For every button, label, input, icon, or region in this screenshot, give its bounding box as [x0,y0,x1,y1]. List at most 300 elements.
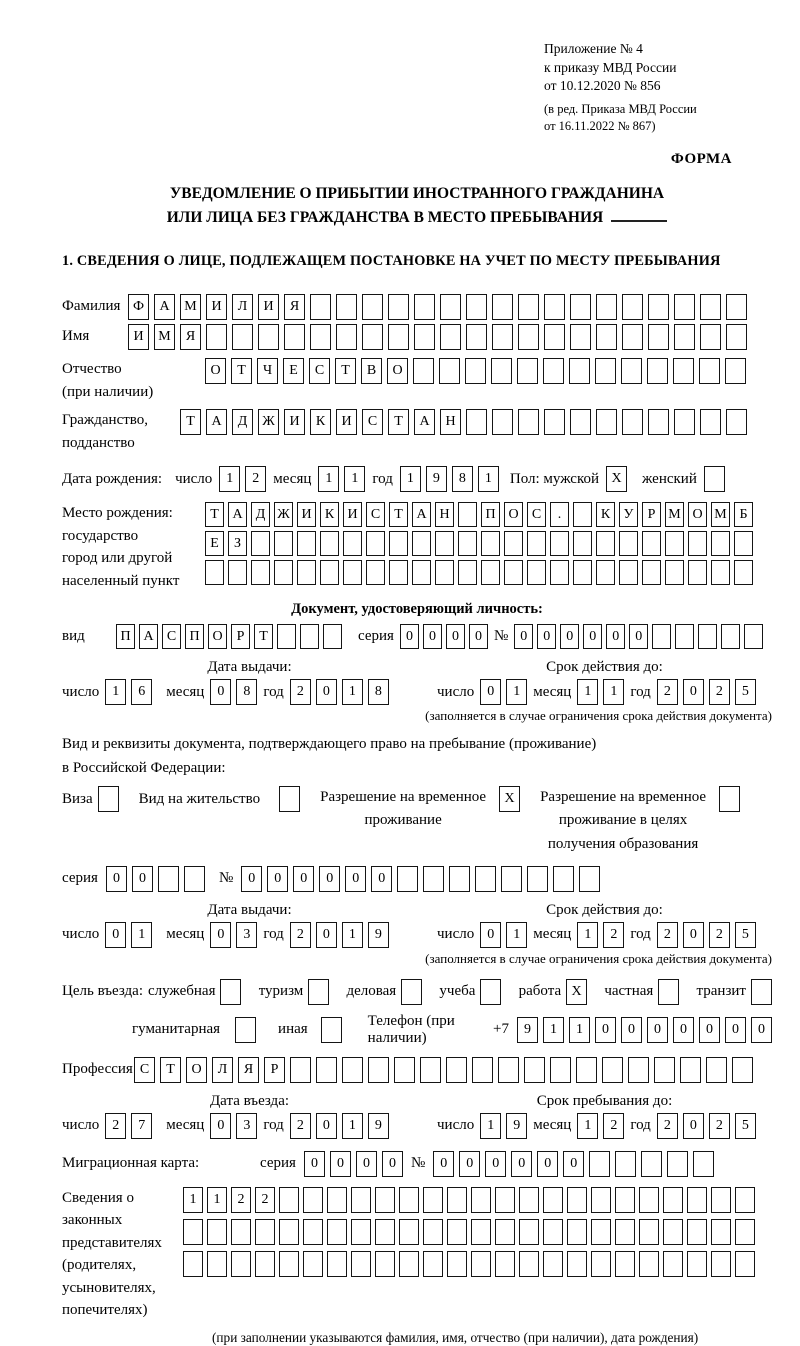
form-cell[interactable] [423,1187,443,1213]
form-cell[interactable] [573,502,592,527]
form-cell[interactable]: 9 [426,466,447,492]
form-cell[interactable] [687,1219,707,1245]
checkbox-transit[interactable] [751,979,772,1005]
form-cell[interactable] [711,560,730,585]
form-cell[interactable]: П [481,502,500,527]
checkbox-temp-permit[interactable]: X [499,786,520,812]
form-cell[interactable] [553,866,574,892]
form-cell[interactable] [573,560,592,585]
form-cell[interactable]: 1 [105,679,126,705]
form-cell[interactable]: 9 [368,922,389,948]
form-cell[interactable] [700,409,721,435]
form-cell[interactable]: 0 [725,1017,746,1043]
form-cell[interactable] [466,409,487,435]
form-cell[interactable]: О [205,358,226,384]
form-cell[interactable]: 5 [735,1113,756,1139]
form-cell[interactable]: 1 [342,1113,363,1139]
form-cell[interactable] [615,1251,635,1277]
form-cell[interactable] [734,531,753,556]
form-cell[interactable] [519,1219,539,1245]
form-cell[interactable]: 0 [382,1151,403,1177]
form-cell[interactable] [399,1251,419,1277]
form-cell[interactable] [343,531,362,556]
form-cell[interactable] [615,1219,635,1245]
form-cell[interactable] [639,1187,659,1213]
form-cell[interactable] [320,560,339,585]
form-cell[interactable] [595,358,616,384]
form-cell[interactable]: С [162,624,181,649]
form-cell[interactable] [688,531,707,556]
form-cell[interactable]: . [550,502,569,527]
form-cell[interactable] [251,560,270,585]
form-cell[interactable]: Т [180,409,201,435]
form-cell[interactable] [622,294,643,320]
form-cell[interactable] [550,1057,571,1083]
form-cell[interactable]: М [180,294,201,320]
form-cell[interactable] [518,409,539,435]
form-cell[interactable] [544,409,565,435]
form-cell[interactable] [492,409,513,435]
form-cell[interactable]: П [185,624,204,649]
form-cell[interactable]: М [665,502,684,527]
form-cell[interactable]: К [596,502,615,527]
form-cell[interactable] [258,324,279,350]
form-cell[interactable]: 5 [735,922,756,948]
form-cell[interactable] [642,531,661,556]
form-cell[interactable]: 2 [231,1187,251,1213]
form-cell[interactable]: 0 [480,679,501,705]
form-cell[interactable] [435,531,454,556]
checkbox-temp-permit-edu[interactable] [719,786,740,812]
form-cell[interactable] [327,1219,347,1245]
form-cell[interactable]: 0 [132,866,153,892]
form-cell[interactable]: 0 [511,1151,532,1177]
form-cell[interactable] [615,1187,635,1213]
form-cell[interactable] [207,1251,227,1277]
form-cell[interactable] [550,560,569,585]
form-cell[interactable] [300,624,319,649]
form-cell[interactable]: У [619,502,638,527]
form-cell[interactable] [573,531,592,556]
form-cell[interactable]: 2 [290,922,311,948]
checkbox-official[interactable] [220,979,241,1005]
form-cell[interactable]: 0 [629,624,648,649]
form-cell[interactable] [336,324,357,350]
form-cell[interactable]: 0 [459,1151,480,1177]
form-cell[interactable] [543,1251,563,1277]
form-cell[interactable] [375,1219,395,1245]
form-cell[interactable] [303,1187,323,1213]
form-cell[interactable] [602,1057,623,1083]
form-cell[interactable]: Е [283,358,304,384]
form-cell[interactable]: 0 [606,624,625,649]
form-cell[interactable] [388,294,409,320]
form-cell[interactable] [501,866,522,892]
form-cell[interactable] [726,409,747,435]
form-cell[interactable]: И [343,502,362,527]
form-cell[interactable] [622,324,643,350]
form-cell[interactable] [492,294,513,320]
form-cell[interactable]: 1 [183,1187,203,1213]
form-cell[interactable]: 0 [316,679,337,705]
form-cell[interactable] [481,560,500,585]
form-cell[interactable] [674,409,695,435]
form-cell[interactable] [527,560,546,585]
form-cell[interactable] [527,866,548,892]
form-cell[interactable]: 0 [673,1017,694,1043]
form-cell[interactable] [458,502,477,527]
form-cell[interactable]: 1 [506,922,527,948]
form-cell[interactable] [576,1057,597,1083]
form-cell[interactable] [498,1057,519,1083]
form-cell[interactable] [663,1219,683,1245]
form-cell[interactable] [711,1187,731,1213]
form-cell[interactable] [205,560,224,585]
form-cell[interactable] [647,358,668,384]
form-cell[interactable] [517,358,538,384]
form-cell[interactable]: 0 [423,624,442,649]
form-cell[interactable] [619,560,638,585]
form-cell[interactable]: 1 [577,922,598,948]
form-cell[interactable]: Я [284,294,305,320]
form-cell[interactable]: Я [238,1057,259,1083]
form-cell[interactable] [495,1187,515,1213]
form-cell[interactable]: 0 [316,1113,337,1139]
form-cell[interactable]: 0 [683,922,704,948]
form-cell[interactable]: Т [388,409,409,435]
form-cell[interactable] [414,324,435,350]
form-cell[interactable] [579,866,600,892]
form-cell[interactable]: 1 [478,466,499,492]
form-cell[interactable] [336,294,357,320]
form-cell[interactable]: 0 [563,1151,584,1177]
form-cell[interactable] [439,358,460,384]
form-cell[interactable]: А [414,409,435,435]
form-cell[interactable] [228,560,247,585]
checkbox-work[interactable]: X [566,979,587,1005]
form-cell[interactable] [184,866,205,892]
form-cell[interactable] [665,531,684,556]
form-cell[interactable] [449,866,470,892]
form-cell[interactable]: Р [642,502,661,527]
form-cell[interactable] [527,531,546,556]
form-cell[interactable] [570,409,591,435]
form-cell[interactable]: О [387,358,408,384]
form-cell[interactable] [680,1057,701,1083]
form-cell[interactable]: Т [389,502,408,527]
form-cell[interactable]: И [258,294,279,320]
form-cell[interactable]: Р [264,1057,285,1083]
form-cell[interactable] [504,560,523,585]
form-cell[interactable] [491,358,512,384]
form-cell[interactable]: 8 [368,679,389,705]
form-cell[interactable]: Н [440,409,461,435]
form-cell[interactable] [687,1251,707,1277]
form-cell[interactable] [596,324,617,350]
form-cell[interactable]: 1 [344,466,365,492]
form-cell[interactable]: А [412,502,431,527]
form-cell[interactable] [674,294,695,320]
form-cell[interactable]: Р [231,624,250,649]
form-cell[interactable] [674,324,695,350]
form-cell[interactable] [303,1251,323,1277]
form-cell[interactable] [726,294,747,320]
form-cell[interactable] [725,358,746,384]
form-cell[interactable] [388,324,409,350]
form-cell[interactable] [297,531,316,556]
checkbox-visa[interactable] [98,786,119,812]
form-cell[interactable]: 6 [131,679,152,705]
form-cell[interactable] [414,294,435,320]
form-cell[interactable]: В [361,358,382,384]
form-cell[interactable]: 2 [290,1113,311,1139]
form-cell[interactable]: 0 [699,1017,720,1043]
form-cell[interactable] [183,1219,203,1245]
form-cell[interactable] [700,294,721,320]
form-cell[interactable]: 0 [210,679,231,705]
form-cell[interactable]: Т [335,358,356,384]
form-cell[interactable] [399,1187,419,1213]
form-cell[interactable]: 2 [657,679,678,705]
form-cell[interactable] [389,531,408,556]
form-cell[interactable] [362,324,383,350]
form-cell[interactable]: 1 [569,1017,590,1043]
form-cell[interactable]: Т [160,1057,181,1083]
form-cell[interactable] [471,1219,491,1245]
form-cell[interactable]: 1 [219,466,240,492]
form-cell[interactable]: Я [180,324,201,350]
form-cell[interactable] [475,866,496,892]
form-cell[interactable] [343,560,362,585]
checkbox-study[interactable] [480,979,501,1005]
form-cell[interactable] [518,294,539,320]
form-cell[interactable]: 0 [433,1151,454,1177]
form-cell[interactable] [619,531,638,556]
form-cell[interactable]: Н [435,502,454,527]
form-cell[interactable]: 0 [106,866,127,892]
form-cell[interactable]: 1 [342,679,363,705]
form-cell[interactable]: 0 [647,1017,668,1043]
form-cell[interactable] [206,324,227,350]
form-cell[interactable] [351,1251,371,1277]
form-cell[interactable] [351,1219,371,1245]
form-cell[interactable]: 5 [735,679,756,705]
form-cell[interactable] [471,1251,491,1277]
form-cell[interactable]: 0 [210,922,231,948]
form-cell[interactable] [412,560,431,585]
form-cell[interactable]: С [366,502,385,527]
form-cell[interactable] [362,294,383,320]
form-cell[interactable] [366,531,385,556]
form-cell[interactable]: 0 [480,922,501,948]
form-cell[interactable]: 0 [345,866,366,892]
checkbox-tourism[interactable] [308,979,329,1005]
form-cell[interactable] [639,1251,659,1277]
form-cell[interactable] [567,1219,587,1245]
checkbox-business[interactable] [401,979,422,1005]
form-cell[interactable] [183,1251,203,1277]
form-cell[interactable] [274,531,293,556]
form-cell[interactable] [420,1057,441,1083]
form-cell[interactable] [458,560,477,585]
form-cell[interactable] [440,324,461,350]
form-cell[interactable] [519,1251,539,1277]
form-cell[interactable] [567,1187,587,1213]
form-cell[interactable] [648,324,669,350]
form-cell[interactable]: И [128,324,149,350]
form-cell[interactable]: М [711,502,730,527]
form-cell[interactable] [652,624,671,649]
form-cell[interactable]: Ж [258,409,279,435]
form-cell[interactable]: Л [232,294,253,320]
form-cell[interactable] [596,531,615,556]
form-cell[interactable] [471,1187,491,1213]
form-cell[interactable]: 1 [400,466,421,492]
form-cell[interactable] [375,1251,395,1277]
form-cell[interactable] [440,294,461,320]
form-cell[interactable] [641,1151,662,1177]
form-cell[interactable]: 0 [293,866,314,892]
form-cell[interactable] [596,560,615,585]
form-cell[interactable] [569,358,590,384]
form-cell[interactable] [639,1219,659,1245]
form-cell[interactable]: 0 [316,922,337,948]
form-cell[interactable] [698,624,717,649]
form-cell[interactable]: 2 [603,922,624,948]
form-cell[interactable]: 0 [751,1017,772,1043]
form-cell[interactable]: 0 [683,1113,704,1139]
form-cell[interactable] [447,1219,467,1245]
form-cell[interactable] [495,1251,515,1277]
form-cell[interactable] [615,1151,636,1177]
form-cell[interactable] [435,560,454,585]
form-cell[interactable]: Д [251,502,270,527]
form-cell[interactable]: О [688,502,707,527]
form-cell[interactable]: А [206,409,227,435]
form-cell[interactable] [693,1151,714,1177]
form-cell[interactable]: 1 [318,466,339,492]
form-cell[interactable]: Л [212,1057,233,1083]
form-cell[interactable] [481,531,500,556]
form-cell[interactable] [688,560,707,585]
form-cell[interactable]: Т [231,358,252,384]
form-cell[interactable]: А [139,624,158,649]
form-cell[interactable] [492,324,513,350]
form-cell[interactable]: С [134,1057,155,1083]
form-cell[interactable]: 2 [105,1113,126,1139]
form-cell[interactable] [524,1057,545,1083]
form-cell[interactable]: 0 [469,624,488,649]
form-cell[interactable] [231,1251,251,1277]
form-cell[interactable]: 0 [356,1151,377,1177]
form-cell[interactable]: 0 [621,1017,642,1043]
form-cell[interactable]: 1 [577,1113,598,1139]
form-cell[interactable] [735,1251,755,1277]
form-cell[interactable]: 0 [537,624,556,649]
form-cell[interactable] [711,1219,731,1245]
form-cell[interactable] [596,294,617,320]
form-cell[interactable] [744,624,763,649]
form-cell[interactable] [423,1251,443,1277]
form-cell[interactable]: 2 [603,1113,624,1139]
form-cell[interactable]: 0 [319,866,340,892]
form-cell[interactable] [734,560,753,585]
form-cell[interactable] [316,1057,337,1083]
form-cell[interactable] [663,1187,683,1213]
form-cell[interactable] [648,409,669,435]
form-cell[interactable]: С [309,358,330,384]
form-cell[interactable] [342,1057,363,1083]
form-cell[interactable] [279,1187,299,1213]
form-cell[interactable]: 1 [207,1187,227,1213]
form-cell[interactable] [279,1251,299,1277]
form-cell[interactable]: 0 [105,922,126,948]
form-cell[interactable]: 1 [506,679,527,705]
form-cell[interactable]: 2 [709,1113,730,1139]
form-cell[interactable] [706,1057,727,1083]
form-cell[interactable] [591,1187,611,1213]
form-cell[interactable]: Е [205,531,224,556]
form-cell[interactable] [732,1057,753,1083]
checkbox-other[interactable] [321,1017,342,1043]
form-cell[interactable]: П [116,624,135,649]
form-cell[interactable] [472,1057,493,1083]
form-cell[interactable] [207,1219,227,1245]
form-cell[interactable] [375,1187,395,1213]
form-cell[interactable]: И [284,409,305,435]
form-cell[interactable] [447,1251,467,1277]
form-cell[interactable] [297,560,316,585]
form-cell[interactable]: К [310,409,331,435]
form-cell[interactable] [231,1219,251,1245]
form-cell[interactable] [277,624,296,649]
form-cell[interactable] [591,1251,611,1277]
form-cell[interactable] [279,1219,299,1245]
form-cell[interactable]: С [362,409,383,435]
form-cell[interactable] [544,294,565,320]
form-cell[interactable]: Ж [274,502,293,527]
form-cell[interactable]: А [228,502,247,527]
form-cell[interactable]: 2 [657,922,678,948]
form-cell[interactable]: Т [205,502,224,527]
form-cell[interactable]: М [154,324,175,350]
form-cell[interactable]: 1 [603,679,624,705]
form-cell[interactable] [711,1251,731,1277]
form-cell[interactable] [519,1187,539,1213]
form-cell[interactable] [397,866,418,892]
form-cell[interactable]: З [228,531,247,556]
form-cell[interactable] [399,1219,419,1245]
checkbox-female[interactable] [704,466,725,492]
form-cell[interactable] [327,1187,347,1213]
form-cell[interactable] [320,531,339,556]
form-cell[interactable]: 0 [485,1151,506,1177]
form-cell[interactable] [596,409,617,435]
form-cell[interactable]: О [186,1057,207,1083]
form-cell[interactable] [158,866,179,892]
form-cell[interactable]: Ф [128,294,149,320]
form-cell[interactable] [290,1057,311,1083]
form-cell[interactable] [303,1219,323,1245]
form-cell[interactable] [255,1219,275,1245]
form-cell[interactable] [654,1057,675,1083]
form-cell[interactable]: 2 [245,466,266,492]
form-cell[interactable]: 2 [709,679,730,705]
form-cell[interactable]: 9 [368,1113,389,1139]
form-cell[interactable] [544,324,565,350]
form-cell[interactable]: С [527,502,546,527]
form-cell[interactable] [726,324,747,350]
